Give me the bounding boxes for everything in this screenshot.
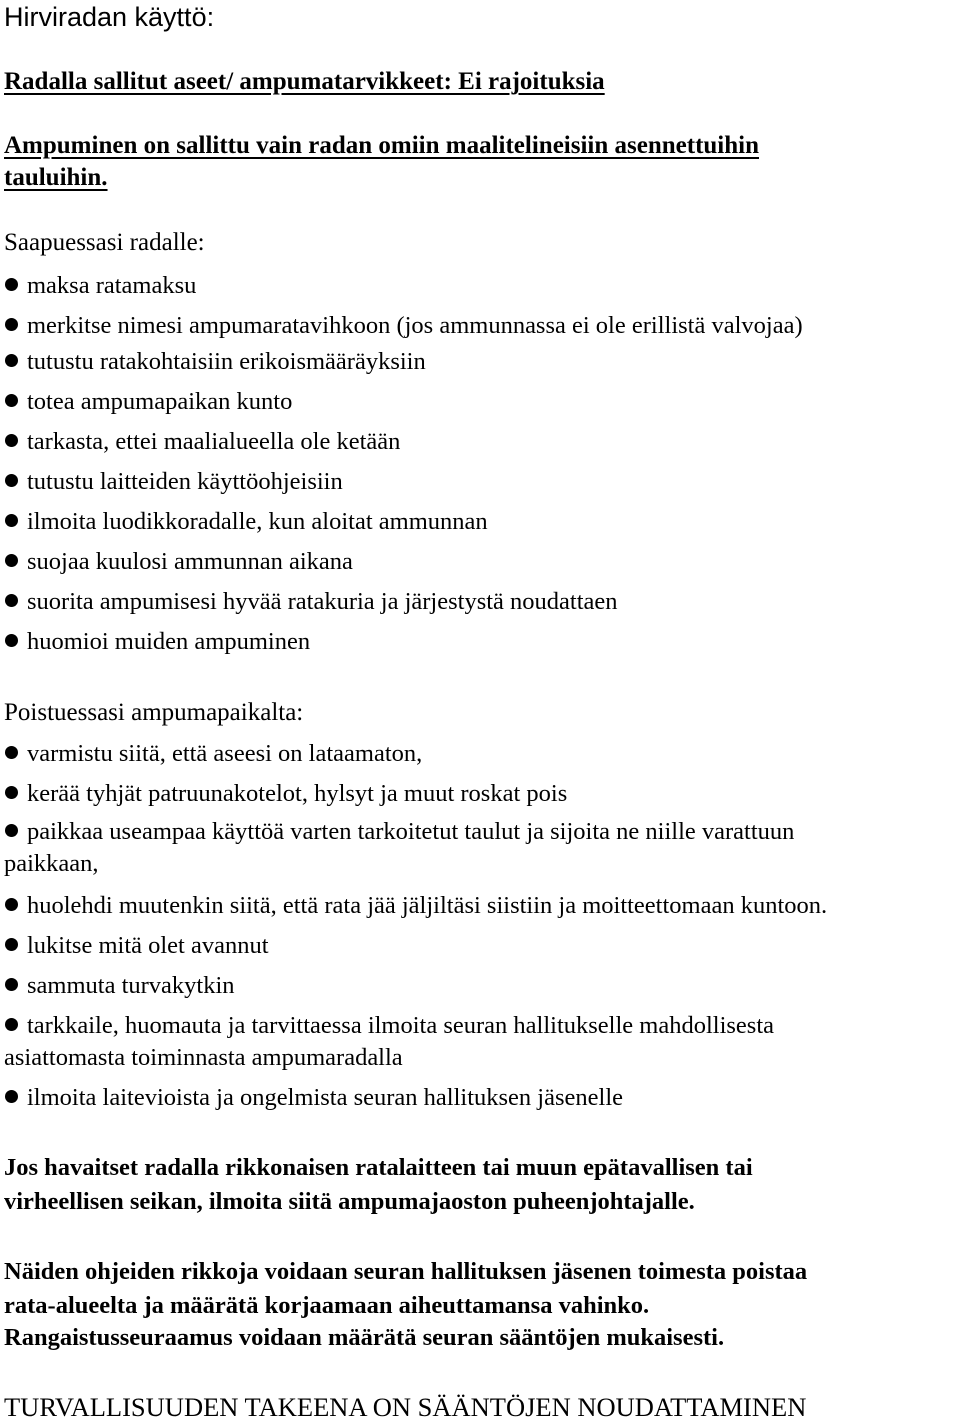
bullet-dot: [5, 1090, 18, 1103]
arrival-item: [4, 466, 343, 498]
leaving-item: [4, 970, 235, 1002]
leaving-item-text: varmistu siitä, että aseesi on lataamaton,: [27, 740, 423, 767]
notice-line: Rangaistusseuraamus voidaan määrätä seuran sääntöjen mukaisesti.: [4, 1324, 725, 1351]
bullet-dot: [5, 394, 18, 407]
bullet-dot: [5, 554, 18, 567]
arrival-item: [4, 506, 488, 538]
leaving-item-text: sammuta turvakytkin: [27, 972, 235, 999]
notice-line: Jos havaitset radalla rikkonaisen ratalaitteen tai muun epätavallisen tai: [4, 1154, 753, 1181]
leaving-item-text: ilmoita laitevioista ja ongelmista seuran hallituksen jäsenelle: [27, 1084, 624, 1111]
leaving-heading: Poistuessasi ampumapaikalta:: [4, 699, 304, 726]
page-title: Hirviradan käyttö:: [4, 2, 215, 32]
bullet-dot: [5, 278, 18, 291]
allowed-weapons-line: Radalla sallitut aseet/ ampumatarvikkeet: Ei rajoituksia: [4, 68, 605, 95]
bullet-dot: [5, 514, 18, 527]
arrival-item-text: tutustu ratakohtaisiin erikoismääräyksiin: [27, 348, 426, 375]
arrival-item: [4, 270, 196, 302]
final-slogan: TURVALLISUUDEN TAKEENA ON SÄÄNTÖJEN NOUDATTAMINEN: [4, 1392, 807, 1422]
arrival-item: [4, 310, 803, 342]
bullet-dot: [5, 594, 18, 607]
leaving-item-continuation: paikkaan,: [4, 850, 99, 877]
notice-line: rata-alueelta ja määrätä korjaamaan aiheuttamansa vahinko.: [4, 1292, 650, 1319]
leaving-item: [4, 1010, 774, 1042]
targets-line-2: tauluihin.: [4, 164, 108, 191]
leaving-item-continuation: asiattomasta toiminnasta ampumaradalla: [4, 1044, 403, 1071]
arrival-item-text: tarkasta, ettei maalialueella ole ketään: [27, 428, 401, 455]
leaving-item: [4, 1082, 623, 1114]
bullet-dot: [5, 898, 18, 911]
bullet-dot: [5, 746, 18, 759]
arrival-item: [4, 626, 310, 658]
arrival-item: [4, 546, 353, 578]
notice-line: virheellisen seikan, ilmoita siitä ampumajaoston puheenjohtajalle.: [4, 1188, 695, 1215]
leaving-item-text: paikkaa useampaa käyttöä varten tarkoitetut taulut ja sijoita ne niille varattuun: [27, 818, 795, 845]
arrival-item: [4, 586, 618, 618]
leaving-item: [4, 890, 827, 922]
leaving-item-text: tarkkaile, huomauta ja tarvittaessa ilmoita seuran hallitukselle mahdollisesta: [27, 1012, 775, 1039]
arrival-item: [4, 426, 400, 458]
bullet-dot: [5, 824, 18, 837]
notice-line: Näiden ohjeiden rikkoja voidaan seuran hallituksen jäsenen toimesta poistaa: [4, 1258, 808, 1285]
bullet-dot: [5, 786, 18, 799]
leaving-item: [4, 930, 269, 962]
bullet-dot: [5, 634, 18, 647]
arrival-item-text: tutustu laitteiden käyttöohjeisiin: [27, 468, 343, 495]
arrival-item-text: suojaa kuulosi ammunnan aikana: [27, 548, 353, 575]
arrival-item-text: ilmoita luodikkoradalle, kun aloitat ammunnan: [27, 508, 488, 535]
bullet-dot: [5, 1018, 18, 1031]
bullet-dot: [5, 938, 18, 951]
bullet-dot: [5, 434, 18, 447]
bullet-dot: [5, 978, 18, 991]
leaving-item: [4, 778, 567, 810]
arrival-item-text: maksa ratamaksu: [27, 272, 197, 299]
leaving-item-text: kerää tyhjät patruunakotelot, hylsyt ja muut roskat pois: [27, 780, 568, 807]
bullet-dot: [5, 354, 18, 367]
arrival-heading: Saapuessasi radalle:: [4, 229, 205, 256]
leaving-item: [4, 816, 794, 848]
leaving-item: [4, 738, 422, 770]
arrival-item-text: merkitse nimesi ampumaratavihkoon (jos ammunnassa ei ole erillistä valvojaa): [27, 312, 803, 339]
arrival-item-text: totea ampumapaikan kunto: [27, 388, 293, 415]
arrival-item-text: suorita ampumisesi hyvää ratakuria ja järjestystä noudattaen: [27, 588, 618, 615]
bullet-dot: [5, 474, 18, 487]
leaving-item-text: lukitse mitä olet avannut: [27, 932, 269, 959]
bullet-dot: [5, 318, 18, 331]
targets-line-1: Ampuminen on sallittu vain radan omiin maalitelineisiin asennettuihin: [4, 132, 759, 159]
leaving-item-text: huolehdi muutenkin siitä, että rata jää jäljiltäsi siistiin ja moitteettomaan kuntoon.: [27, 892, 828, 919]
arrival-item: [4, 346, 426, 378]
arrival-item-text: huomioi muiden ampuminen: [27, 628, 311, 655]
arrival-item: [4, 386, 292, 418]
